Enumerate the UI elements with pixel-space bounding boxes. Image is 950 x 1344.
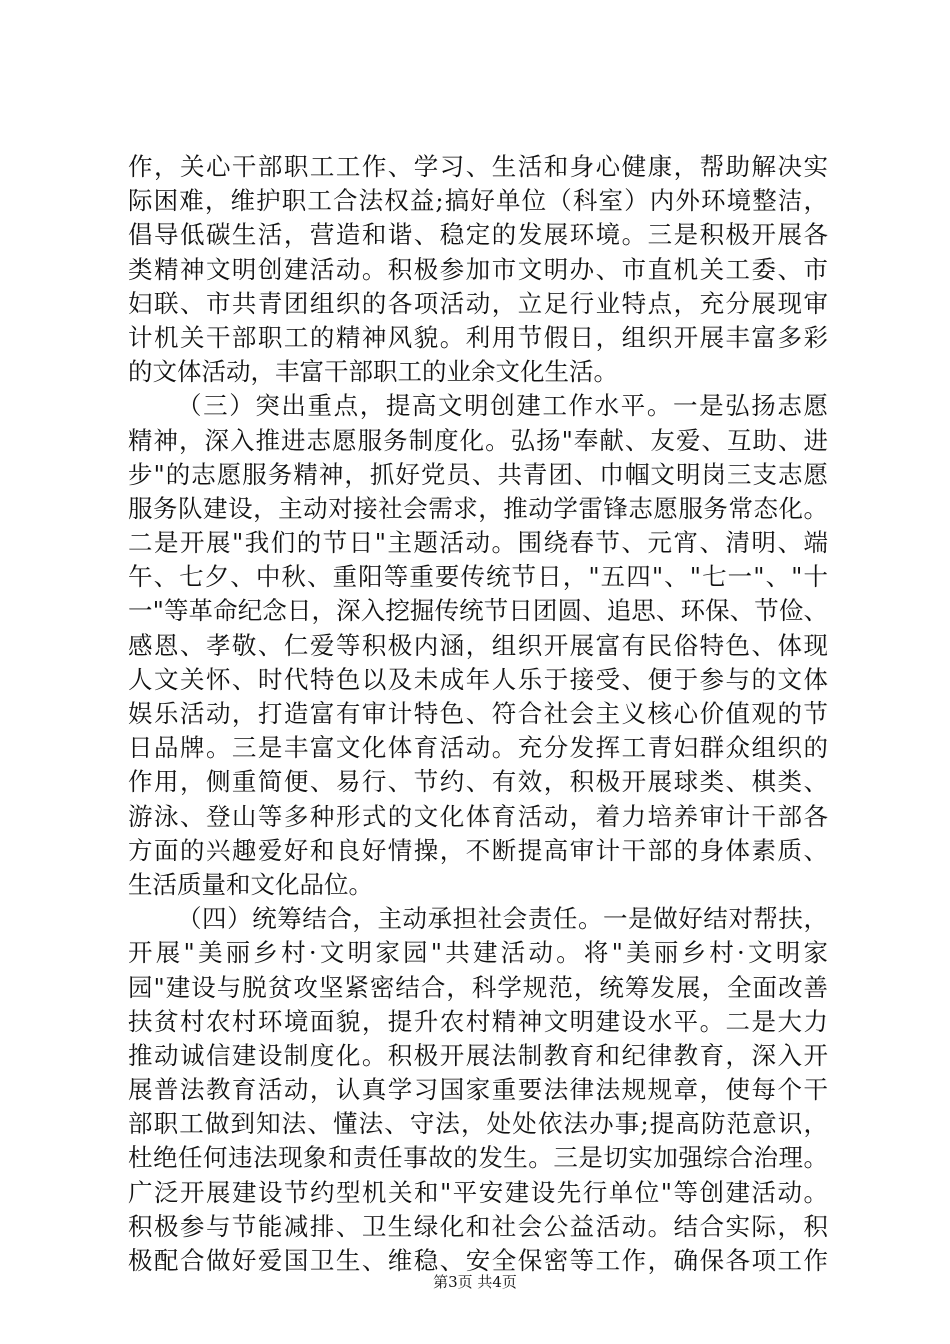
text-line: 游泳、登山等多种形式的文化体育活动，着力培养审计干部各 xyxy=(128,801,828,831)
text-line: 服务队建设，主动对接社会需求，推动学雷锋志愿服务常态化。 xyxy=(128,493,828,523)
text-line: 倡导低碳生活，营造和谐、稳定的发展环境。三是积极开展各 xyxy=(128,220,828,250)
text-line: 妇联、市共青团组织的各项活动，立足行业特点，充分展现审 xyxy=(128,288,828,318)
text-line: （四）统筹结合，主动承担社会责任。一是做好结对帮扶， xyxy=(177,904,828,934)
text-line: 极配合做好爱国卫生、维稳、安全保密等工作，确保各项工作 xyxy=(128,1246,828,1275)
text-line: 扶贫村农村环境面貌，提升农村精神文明建设水平。二是大力 xyxy=(128,1006,828,1036)
text-line: （三）突出重点，提高文明创建工作水平。一是弘扬志愿 xyxy=(177,391,828,421)
text-line: 计机关干部职工的精神风貌。利用节假日，组织开展丰富多彩 xyxy=(128,322,828,352)
text-line: 杜绝任何违法现象和责任事故的发生。三是切实加强综合治理。 xyxy=(128,1143,828,1173)
text-line: 午、七夕、中秋、重阳等重要传统节日，"五四"、"七一"、"十 xyxy=(128,562,828,592)
text-line: 的文体活动，丰富干部职工的业余文化生活。 xyxy=(128,357,618,387)
body-text xyxy=(128,150,828,1278)
text-line: 感恩、孝敬、仁爱等积极内涵，组织开展富有民俗特色、体现 xyxy=(128,630,828,660)
text-line: 作用，侧重简便、易行、节约、有效，积极开展球类、棋类、 xyxy=(128,767,828,797)
text-line: 展普法教育活动，认真学习国家重要法律法规规章，使每个干 xyxy=(128,1075,828,1105)
text-line: 积极参与节能减排、卫生绿化和社会公益活动。结合实际，积 xyxy=(128,1211,828,1241)
text-line: 一"等革命纪念日，深入挖掘传统节日团圆、追思、环保、节俭、 xyxy=(128,596,828,626)
text-line: 精神，深入推进志愿服务制度化。弘扬"奉献、友爱、互助、进 xyxy=(128,425,828,455)
text-line: 开展"美丽乡村·文明家园"共建活动。将"美丽乡村·文明家 xyxy=(128,938,828,968)
text-line: 推动诚信建设制度化。积极开展法制教育和纪律教育，深入开 xyxy=(128,1040,828,1070)
text-line: 生活质量和文化品位。 xyxy=(128,869,373,899)
text-line: 人文关怀、时代特色以及未成年人乐于接受、便于参与的文体 xyxy=(128,664,828,694)
text-line: 二是开展"我们的节日"主题活动。围绕春节、元宵、清明、端 xyxy=(128,528,828,558)
text-line: 园"建设与脱贫攻坚紧密结合，科学规范，统筹发展，全面改善 xyxy=(128,972,828,1002)
text-line: 类精神文明创建活动。积极参加市文明办、市直机关工委、市 xyxy=(128,254,828,284)
text-line: 作，关心干部职工工作、学习、生活和身心健康，帮助解决实 xyxy=(128,152,828,181)
text-line: 娱乐活动，打造富有审计特色、符合社会主义核心价值观的节 xyxy=(128,699,828,728)
text-line: 广泛开展建设节约型机关和"平安建设先行单位"等创建活动。 xyxy=(128,1177,828,1207)
text-line: 方面的兴趣爱好和良好情操，不断提高审计干部的身体素质、 xyxy=(128,835,828,865)
text-line: 步"的志愿服务精神，抓好党员、共青团、巾帼文明岗三支志愿 xyxy=(128,459,828,489)
text-line: 部职工做到知法、懂法、守法，处处依法办事;提高防范意识， xyxy=(128,1109,828,1139)
text-line: 日品牌。三是丰富文化体育活动。充分发挥工青妇群众组织的 xyxy=(128,733,828,763)
text-line: 际困难，维护职工合法权益;搞好单位（科室）内外环境整洁， xyxy=(128,186,828,216)
page-footer: 第3页 共4页 xyxy=(433,1273,517,1291)
